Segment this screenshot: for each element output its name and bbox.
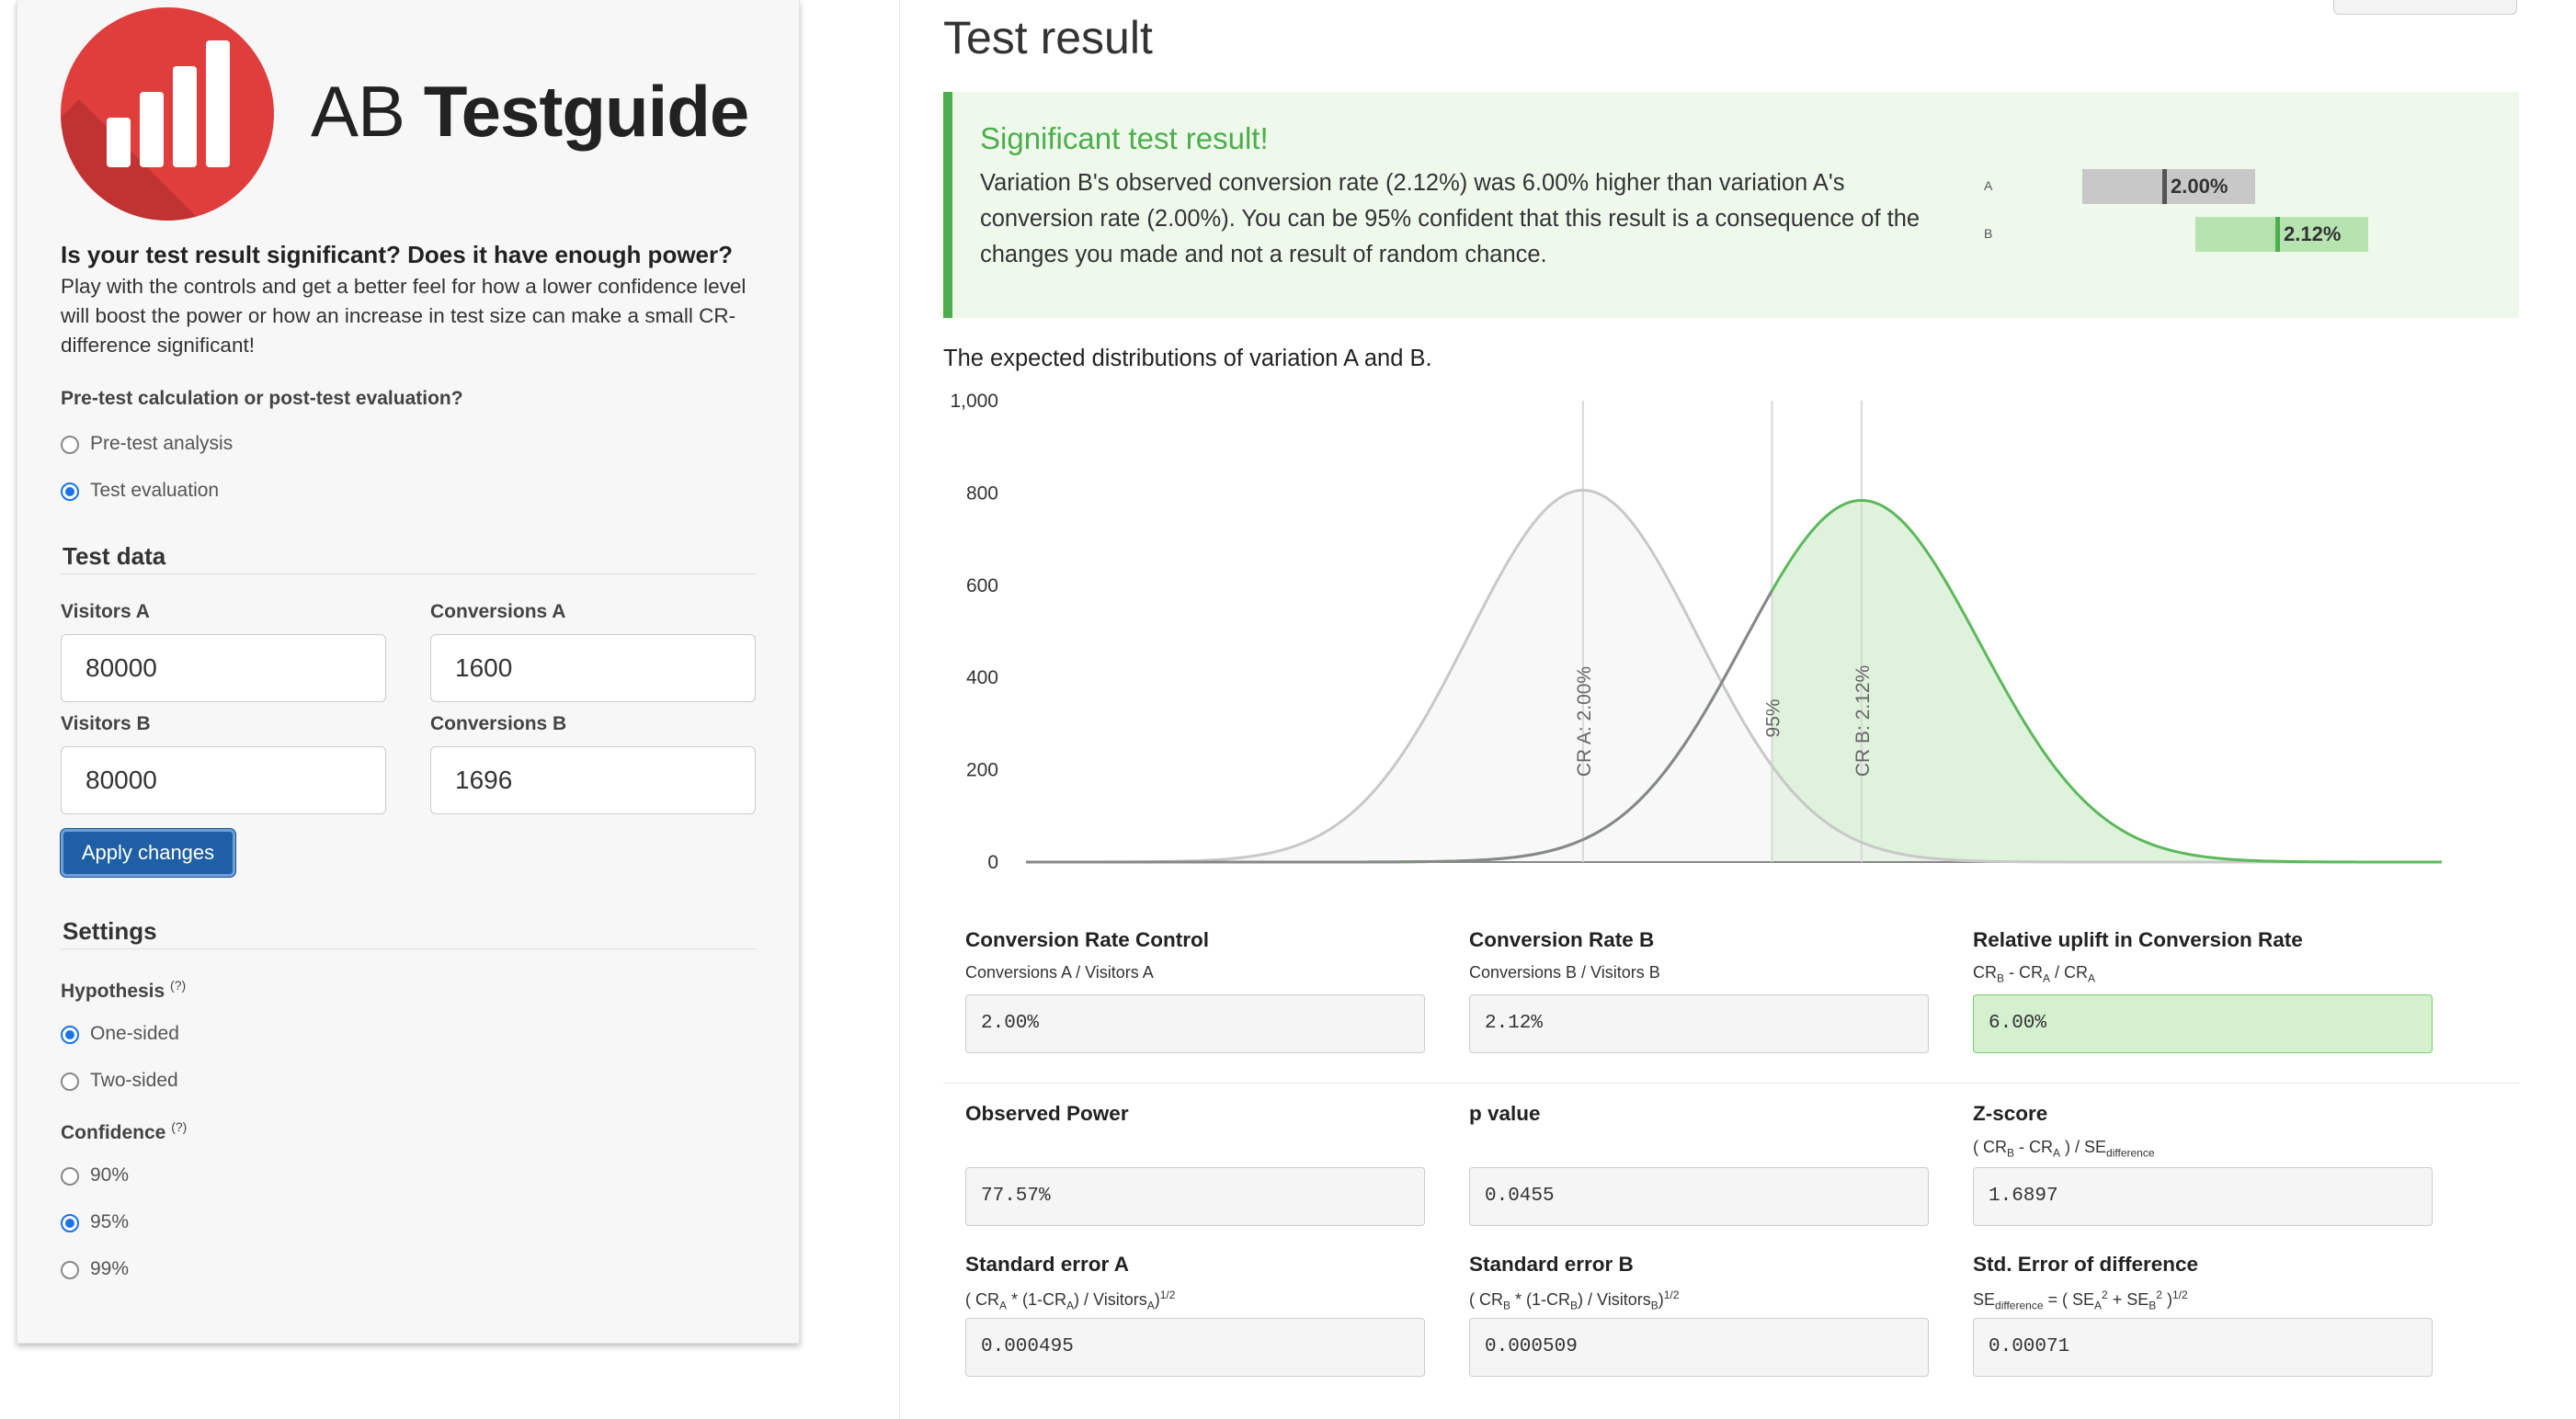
metric-formula: $CR_B - CR_A / CR_A$ <box>1973 963 2096 985</box>
conversions-a-input[interactable]: 1600 <box>430 634 756 702</box>
y-tick-label: 800 <box>965 482 998 505</box>
radio-pre-test[interactable] <box>61 436 79 454</box>
radio-two-sided-label[interactable]: Two-sided <box>90 1070 178 1091</box>
radio-test-evaluation-label[interactable]: Test evaluation <box>90 480 220 501</box>
series-a-area <box>1026 490 2442 862</box>
y-tick-label: 0 <box>987 852 998 873</box>
mini-label-b: B <box>1984 226 1993 241</box>
distribution-title: The expected distributions of variation A and B. <box>943 346 1432 371</box>
y-tick-label: 400 <box>965 667 998 689</box>
settings-heading: Settings <box>63 917 157 945</box>
radio-confidence-95-label[interactable]: 95% <box>90 1211 130 1232</box>
page-title: Test result <box>943 12 1153 63</box>
radio-pre-test-label[interactable]: Pre-test analysis <box>90 433 234 454</box>
metric-title: Observed Power <box>965 1102 1129 1125</box>
help-icon[interactable]: (?) <box>170 978 187 993</box>
metric-value: 2.12% <box>1469 994 1929 1053</box>
mini-value-a: 2.00% <box>2171 175 2228 198</box>
test-data-heading: Test data <box>63 542 166 570</box>
radio-one-sided-label[interactable]: One-sided <box>90 1023 179 1044</box>
conversions-a-label: Conversions A <box>430 601 566 622</box>
metric-title: Z-score <box>1973 1102 2048 1125</box>
intro-description: Play with the controls and get a better feel for how a lower confidence level will boost the power or how an increase in test size can make a small CR-difference significant! <box>61 275 747 357</box>
radio-confidence-99[interactable] <box>61 1261 79 1279</box>
conversions-b-label: Conversions B <box>430 713 567 734</box>
annotation-label: CR A: 2.00% <box>1573 665 1595 778</box>
metric-value: 2.00% <box>965 994 1425 1053</box>
radio-confidence-90[interactable] <box>61 1167 79 1186</box>
metric-formula: ( $CR_B * (1-CR_B)$ / Visitors$_B$)$^{1/2}$ <box>1469 1288 1680 1312</box>
radio-confidence-95[interactable] <box>61 1214 79 1232</box>
visitors-a-label: Visitors A <box>61 601 150 622</box>
metric-value: 6.00% <box>1973 994 2433 1053</box>
y-tick-label: 200 <box>965 759 998 781</box>
mini-bar-b <box>2195 217 2368 252</box>
mini-marker <box>2275 217 2280 252</box>
help-icon[interactable]: (?) <box>171 1119 188 1134</box>
visitors-b-input[interactable]: 80000 <box>61 746 386 814</box>
intro-title: Is your test result significant? Does it have enough power? <box>61 241 734 268</box>
metric-title: Standard error A <box>965 1253 1129 1276</box>
metric-value: 77.57% <box>965 1167 1425 1226</box>
metric-formula: ( $CR_A * (1-CR_A)$ / Visitors$_A$)$^{1/2}$ <box>965 1288 1176 1312</box>
mini-label-a: A <box>1984 178 1993 193</box>
visitors-a-input[interactable]: 80000 <box>61 634 386 702</box>
radio-two-sided[interactable] <box>61 1073 79 1091</box>
metric-value: 0.00071 <box>1973 1318 2433 1377</box>
hypothesis-label: Hypothesis (?) <box>61 978 187 1002</box>
visitors-b-label: Visitors B <box>61 713 151 734</box>
radio-confidence-90-label[interactable]: 90% <box>90 1164 130 1186</box>
apply-changes-button[interactable]: Apply changes <box>61 829 235 877</box>
top-button[interactable] <box>2333 0 2517 15</box>
metric-formula: Conversions A / Visitors A <box>965 963 1154 982</box>
metric-title: Conversion Rate B <box>1469 928 1655 951</box>
mini-value-b: 2.12% <box>2284 222 2342 245</box>
confidence-label: Confidence (?) <box>61 1119 188 1143</box>
radio-test-evaluation[interactable] <box>61 482 79 501</box>
alert-title: Significant test result! <box>980 121 1269 155</box>
y-tick-label: 600 <box>965 574 998 596</box>
metric-value: 0.0455 <box>1469 1167 1929 1226</box>
radio-confidence-99-label[interactable]: 99% <box>90 1258 130 1279</box>
metric-formula: Conversions B / Visitors B <box>1469 963 1660 982</box>
metric-title: Standard error B <box>1469 1253 1634 1276</box>
metric-formula: $SE_{difference}$ = ( $SE_A^2 + SE_B^2$ )$^{1/2}$ <box>1973 1288 2188 1312</box>
alert-text: Variation B's observed conversion rate (2.12%) was 6.00% higher than variation A's conversion rate (2.00%). You can be 95% confident that this result is a consequence of the changes you made and not a result of random chance. <box>980 170 1921 267</box>
mode-label: Pre-test calculation or post-test evaluation? <box>61 388 463 409</box>
metric-formula: ( $CR_B - CR_A$ ) / $SE_{difference}$ <box>1973 1138 2155 1160</box>
metrics-separator <box>943 1083 2519 1084</box>
metric-title: p value <box>1469 1102 1541 1125</box>
distribution-chart <box>943 386 2451 882</box>
annotation-label: 95% <box>1762 698 1784 738</box>
radio-one-sided[interactable] <box>61 1026 79 1044</box>
metric-value: 0.000495 <box>965 1318 1425 1377</box>
metric-title: Conversion Rate Control <box>965 928 1210 951</box>
metric-title: Std. Error of difference <box>1973 1253 2199 1276</box>
column-divider <box>899 0 900 1419</box>
logo-text: AB Testguide <box>311 71 749 152</box>
mini-bar-a <box>2082 169 2255 204</box>
conversions-b-input[interactable]: 1696 <box>430 746 756 814</box>
divider <box>61 948 756 949</box>
annotation-label: CR B: 2.12% <box>1852 664 1874 778</box>
metric-value: 1.6897 <box>1973 1167 2433 1226</box>
divider <box>61 573 756 574</box>
metric-title: Relative uplift in Conversion Rate <box>1973 928 2303 951</box>
y-tick-label: 1,000 <box>950 391 998 412</box>
mini-marker <box>2162 169 2167 204</box>
metric-value: 0.000509 <box>1469 1318 1929 1377</box>
logo-icon <box>61 7 274 221</box>
